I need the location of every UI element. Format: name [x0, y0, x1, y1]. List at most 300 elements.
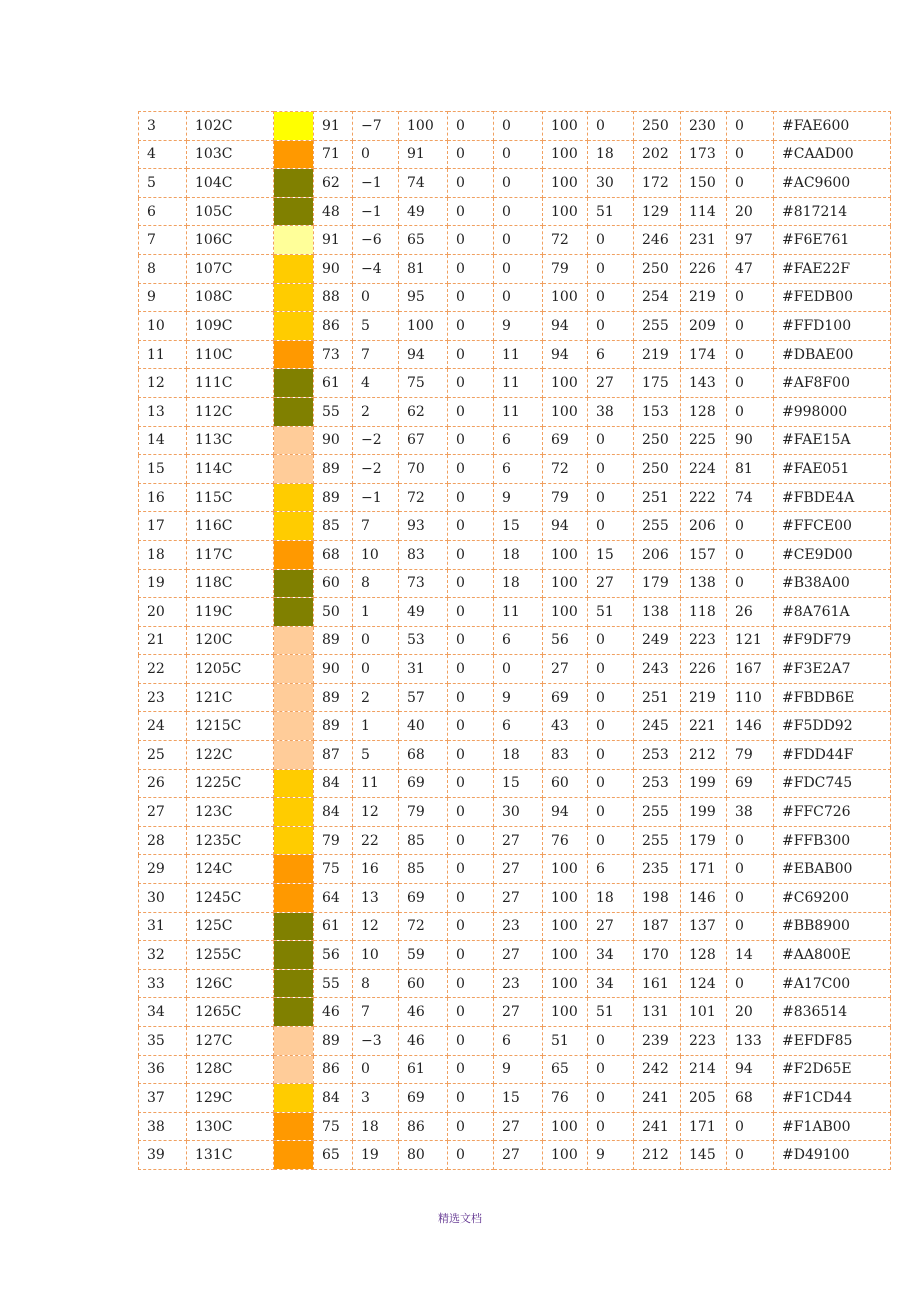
table-row [139, 626, 891, 655]
hex-code-cell: #EBAB00 [774, 855, 891, 884]
hex-code-cell: #FAE22F [774, 254, 891, 283]
hex-code-cell: #FAE051 [774, 455, 891, 484]
color-swatch-cell [274, 1055, 314, 1084]
lab-a-cell: −7 [353, 112, 399, 141]
hex-code-cell: #F1CD44 [774, 1084, 891, 1113]
cmyk-m-cell: 15 [494, 512, 543, 541]
lab-l-cell: 91 [314, 112, 353, 141]
rgb-r-cell: 249 [634, 626, 681, 655]
color-swatch-cell [274, 1084, 314, 1113]
cmyk-c-cell: 0 [448, 598, 494, 627]
cmyk-m-cell: 27 [494, 855, 543, 884]
table-row [139, 312, 891, 341]
cmyk-m-cell: 6 [494, 455, 543, 484]
hex-code-cell: #FDC745 [774, 769, 891, 798]
cmyk-m-cell: 6 [494, 626, 543, 655]
cmyk-y-cell: 100 [543, 540, 588, 569]
row-number-cell: 9 [139, 283, 187, 312]
rgb-r-cell: 187 [634, 912, 681, 941]
cmyk-y-cell: 100 [543, 140, 588, 169]
lab-a-cell: 7 [353, 340, 399, 369]
table-row [139, 226, 891, 255]
table-row [139, 741, 891, 770]
color-swatch-cell [274, 112, 314, 141]
cmyk-k-cell: 0 [588, 1027, 634, 1056]
table-row [139, 598, 891, 627]
lab-b-cell: 69 [399, 769, 448, 798]
table-row [139, 826, 891, 855]
lab-l-cell: 73 [314, 340, 353, 369]
lab-b-cell: 100 [399, 112, 448, 141]
lab-b-cell: 31 [399, 655, 448, 684]
rgb-b-cell: 47 [727, 254, 774, 283]
lab-l-cell: 86 [314, 1055, 353, 1084]
rgb-r-cell: 246 [634, 226, 681, 255]
lab-a-cell: 11 [353, 769, 399, 798]
lab-l-cell: 89 [314, 712, 353, 741]
hex-code-cell: #FBDE4A [774, 483, 891, 512]
rgb-g-cell: 226 [681, 254, 727, 283]
pantone-code-cell: 129C [187, 1084, 274, 1113]
cmyk-m-cell: 23 [494, 912, 543, 941]
cmyk-c-cell: 0 [448, 1084, 494, 1113]
cmyk-m-cell: 6 [494, 1027, 543, 1056]
color-swatch-cell [274, 455, 314, 484]
row-number-cell: 11 [139, 340, 187, 369]
rgb-b-cell: 0 [727, 855, 774, 884]
cmyk-y-cell: 100 [543, 169, 588, 198]
rgb-g-cell: 128 [681, 397, 727, 426]
rgb-r-cell: 243 [634, 655, 681, 684]
row-number-cell: 38 [139, 1112, 187, 1141]
lab-a-cell: −1 [353, 197, 399, 226]
row-number-cell: 26 [139, 769, 187, 798]
lab-b-cell: 80 [399, 1141, 448, 1170]
rgb-b-cell: 90 [727, 426, 774, 455]
lab-b-cell: 94 [399, 340, 448, 369]
rgb-g-cell: 124 [681, 969, 727, 998]
table-row [139, 169, 891, 198]
cmyk-y-cell: 72 [543, 226, 588, 255]
row-number-cell: 15 [139, 455, 187, 484]
rgb-b-cell: 0 [727, 540, 774, 569]
lab-b-cell: 69 [399, 884, 448, 913]
row-number-cell: 14 [139, 426, 187, 455]
lab-l-cell: 84 [314, 1084, 353, 1113]
rgb-b-cell: 74 [727, 483, 774, 512]
rgb-r-cell: 172 [634, 169, 681, 198]
lab-b-cell: 93 [399, 512, 448, 541]
cmyk-m-cell: 27 [494, 826, 543, 855]
row-number-cell: 21 [139, 626, 187, 655]
rgb-r-cell: 250 [634, 112, 681, 141]
cmyk-c-cell: 0 [448, 741, 494, 770]
cmyk-k-cell: 0 [588, 626, 634, 655]
cmyk-m-cell: 0 [494, 226, 543, 255]
color-swatch-cell [274, 884, 314, 913]
color-swatch-cell [274, 626, 314, 655]
rgb-g-cell: 221 [681, 712, 727, 741]
row-number-cell: 13 [139, 397, 187, 426]
lab-a-cell: 10 [353, 941, 399, 970]
row-number-cell: 17 [139, 512, 187, 541]
cmyk-y-cell: 72 [543, 455, 588, 484]
color-swatch-cell [274, 569, 314, 598]
cmyk-k-cell: 18 [588, 140, 634, 169]
row-number-cell: 23 [139, 683, 187, 712]
table-row [139, 969, 891, 998]
row-number-cell: 29 [139, 855, 187, 884]
rgb-g-cell: 137 [681, 912, 727, 941]
lab-l-cell: 55 [314, 397, 353, 426]
rgb-g-cell: 209 [681, 312, 727, 341]
row-number-cell: 22 [139, 655, 187, 684]
lab-b-cell: 46 [399, 1027, 448, 1056]
lab-b-cell: 62 [399, 397, 448, 426]
cmyk-c-cell: 0 [448, 226, 494, 255]
hex-code-cell: #F5DD92 [774, 712, 891, 741]
lab-a-cell: −1 [353, 169, 399, 198]
cmyk-c-cell: 0 [448, 1141, 494, 1170]
table-row [139, 340, 891, 369]
cmyk-c-cell: 0 [448, 626, 494, 655]
lab-l-cell: 84 [314, 769, 353, 798]
cmyk-c-cell: 0 [448, 683, 494, 712]
pantone-color-table [138, 111, 891, 1170]
cmyk-c-cell: 0 [448, 769, 494, 798]
rgb-b-cell: 94 [727, 1055, 774, 1084]
rgb-g-cell: 150 [681, 169, 727, 198]
cmyk-k-cell: 34 [588, 941, 634, 970]
rgb-g-cell: 223 [681, 626, 727, 655]
cmyk-m-cell: 11 [494, 397, 543, 426]
rgb-r-cell: 131 [634, 998, 681, 1027]
cmyk-y-cell: 56 [543, 626, 588, 655]
rgb-g-cell: 174 [681, 340, 727, 369]
lab-l-cell: 90 [314, 254, 353, 283]
color-swatch-cell [274, 340, 314, 369]
rgb-g-cell: 171 [681, 855, 727, 884]
pantone-code-cell: 124C [187, 855, 274, 884]
row-number-cell: 31 [139, 912, 187, 941]
rgb-b-cell: 0 [727, 569, 774, 598]
rgb-b-cell: 0 [727, 340, 774, 369]
lab-b-cell: 69 [399, 1084, 448, 1113]
cmyk-c-cell: 0 [448, 369, 494, 398]
table-row [139, 683, 891, 712]
table-row [139, 455, 891, 484]
cmyk-m-cell: 0 [494, 283, 543, 312]
lab-a-cell: 12 [353, 798, 399, 827]
lab-a-cell: −1 [353, 483, 399, 512]
lab-l-cell: 90 [314, 426, 353, 455]
rgb-b-cell: 20 [727, 197, 774, 226]
rgb-b-cell: 0 [727, 826, 774, 855]
rgb-g-cell: 145 [681, 1141, 727, 1170]
rgb-b-cell: 0 [727, 397, 774, 426]
row-number-cell: 6 [139, 197, 187, 226]
row-number-cell: 18 [139, 540, 187, 569]
cmyk-k-cell: 0 [588, 112, 634, 141]
rgb-r-cell: 250 [634, 426, 681, 455]
pantone-code-cell: 1245C [187, 884, 274, 913]
lab-b-cell: 85 [399, 826, 448, 855]
rgb-g-cell: 219 [681, 683, 727, 712]
rgb-b-cell: 0 [727, 169, 774, 198]
cmyk-k-cell: 0 [588, 283, 634, 312]
cmyk-y-cell: 100 [543, 283, 588, 312]
pantone-code-cell: 121C [187, 683, 274, 712]
cmyk-c-cell: 0 [448, 483, 494, 512]
rgb-g-cell: 230 [681, 112, 727, 141]
lab-a-cell: 2 [353, 683, 399, 712]
hex-code-cell: #F9DF79 [774, 626, 891, 655]
cmyk-m-cell: 11 [494, 340, 543, 369]
pantone-code-cell: 109C [187, 312, 274, 341]
color-swatch-cell [274, 798, 314, 827]
lab-l-cell: 91 [314, 226, 353, 255]
hex-code-cell: #C69200 [774, 884, 891, 913]
cmyk-y-cell: 76 [543, 826, 588, 855]
cmyk-y-cell: 100 [543, 569, 588, 598]
lab-l-cell: 87 [314, 741, 353, 770]
cmyk-y-cell: 79 [543, 254, 588, 283]
cmyk-c-cell: 0 [448, 426, 494, 455]
lab-l-cell: 61 [314, 912, 353, 941]
row-number-cell: 36 [139, 1055, 187, 1084]
cmyk-y-cell: 100 [543, 941, 588, 970]
rgb-r-cell: 235 [634, 855, 681, 884]
row-number-cell: 3 [139, 112, 187, 141]
row-number-cell: 30 [139, 884, 187, 913]
pantone-code-cell: 125C [187, 912, 274, 941]
rgb-b-cell: 110 [727, 683, 774, 712]
color-swatch-cell [274, 254, 314, 283]
rgb-r-cell: 212 [634, 1141, 681, 1170]
cmyk-y-cell: 43 [543, 712, 588, 741]
hex-code-cell: #EFDF85 [774, 1027, 891, 1056]
cmyk-c-cell: 0 [448, 1112, 494, 1141]
rgb-b-cell: 0 [727, 369, 774, 398]
table-row [139, 1112, 891, 1141]
cmyk-m-cell: 9 [494, 483, 543, 512]
lab-b-cell: 60 [399, 969, 448, 998]
color-swatch-cell [274, 655, 314, 684]
color-swatch-cell [274, 140, 314, 169]
cmyk-c-cell: 0 [448, 969, 494, 998]
color-swatch-cell [274, 998, 314, 1027]
rgb-g-cell: 224 [681, 455, 727, 484]
cmyk-k-cell: 0 [588, 512, 634, 541]
hex-code-cell: #AC9600 [774, 169, 891, 198]
lab-l-cell: 89 [314, 683, 353, 712]
cmyk-y-cell: 100 [543, 969, 588, 998]
color-swatch-cell [274, 512, 314, 541]
cmyk-k-cell: 0 [588, 655, 634, 684]
lab-a-cell: −6 [353, 226, 399, 255]
rgb-r-cell: 198 [634, 884, 681, 913]
color-swatch-cell [274, 741, 314, 770]
cmyk-k-cell: 0 [588, 426, 634, 455]
hex-code-cell: #AF8F00 [774, 369, 891, 398]
cmyk-y-cell: 69 [543, 683, 588, 712]
cmyk-m-cell: 6 [494, 426, 543, 455]
color-swatch-cell [274, 1141, 314, 1170]
hex-code-cell: #BB8900 [774, 912, 891, 941]
hex-code-cell: #836514 [774, 998, 891, 1027]
pantone-code-cell: 112C [187, 397, 274, 426]
cmyk-c-cell: 0 [448, 140, 494, 169]
pantone-code-cell: 102C [187, 112, 274, 141]
lab-b-cell: 86 [399, 1112, 448, 1141]
rgb-g-cell: 212 [681, 741, 727, 770]
cmyk-c-cell: 0 [448, 884, 494, 913]
hex-code-cell: #FBDB6E [774, 683, 891, 712]
row-number-cell: 16 [139, 483, 187, 512]
rgb-r-cell: 242 [634, 1055, 681, 1084]
cmyk-c-cell: 0 [448, 455, 494, 484]
hex-code-cell: #D49100 [774, 1141, 891, 1170]
rgb-r-cell: 255 [634, 312, 681, 341]
hex-code-cell: #F6E761 [774, 226, 891, 255]
rgb-r-cell: 241 [634, 1084, 681, 1113]
lab-l-cell: 46 [314, 998, 353, 1027]
rgb-g-cell: 223 [681, 1027, 727, 1056]
table-row [139, 254, 891, 283]
color-swatch-cell [274, 1112, 314, 1141]
table-row [139, 712, 891, 741]
hex-code-cell: #FAE600 [774, 112, 891, 141]
rgb-r-cell: 253 [634, 769, 681, 798]
row-number-cell: 27 [139, 798, 187, 827]
pantone-code-cell: 113C [187, 426, 274, 455]
cmyk-m-cell: 0 [494, 197, 543, 226]
cmyk-c-cell: 0 [448, 569, 494, 598]
hex-code-cell: #A17C00 [774, 969, 891, 998]
rgb-g-cell: 225 [681, 426, 727, 455]
lab-b-cell: 46 [399, 998, 448, 1027]
rgb-b-cell: 133 [727, 1027, 774, 1056]
table-row [139, 197, 891, 226]
cmyk-k-cell: 0 [588, 826, 634, 855]
lab-a-cell: 7 [353, 998, 399, 1027]
row-number-cell: 25 [139, 741, 187, 770]
cmyk-y-cell: 94 [543, 512, 588, 541]
cmyk-k-cell: 38 [588, 397, 634, 426]
lab-l-cell: 89 [314, 626, 353, 655]
lab-a-cell: 5 [353, 312, 399, 341]
lab-l-cell: 61 [314, 369, 353, 398]
rgb-g-cell: 138 [681, 569, 727, 598]
pantone-code-cell: 123C [187, 798, 274, 827]
rgb-b-cell: 0 [727, 884, 774, 913]
rgb-b-cell: 97 [727, 226, 774, 255]
lab-l-cell: 75 [314, 855, 353, 884]
table-row [139, 769, 891, 798]
row-number-cell: 33 [139, 969, 187, 998]
lab-a-cell: 5 [353, 741, 399, 770]
pantone-code-cell: 105C [187, 197, 274, 226]
pantone-code-cell: 115C [187, 483, 274, 512]
cmyk-k-cell: 51 [588, 998, 634, 1027]
cmyk-y-cell: 51 [543, 1027, 588, 1056]
cmyk-k-cell: 0 [588, 683, 634, 712]
lab-a-cell: 2 [353, 397, 399, 426]
lab-a-cell: 3 [353, 1084, 399, 1113]
cmyk-m-cell: 11 [494, 598, 543, 627]
lab-a-cell: −2 [353, 455, 399, 484]
lab-l-cell: 64 [314, 884, 353, 913]
pantone-code-cell: 130C [187, 1112, 274, 1141]
cmyk-k-cell: 34 [588, 969, 634, 998]
cmyk-y-cell: 83 [543, 741, 588, 770]
lab-l-cell: 90 [314, 655, 353, 684]
pantone-code-cell: 117C [187, 540, 274, 569]
hex-code-cell: #FFC726 [774, 798, 891, 827]
cmyk-k-cell: 18 [588, 884, 634, 913]
rgb-b-cell: 20 [727, 998, 774, 1027]
cmyk-m-cell: 27 [494, 998, 543, 1027]
hex-code-cell: #817214 [774, 197, 891, 226]
rgb-r-cell: 250 [634, 455, 681, 484]
rgb-r-cell: 255 [634, 512, 681, 541]
lab-a-cell: 8 [353, 569, 399, 598]
lab-l-cell: 65 [314, 1141, 353, 1170]
rgb-b-cell: 79 [727, 741, 774, 770]
lab-b-cell: 79 [399, 798, 448, 827]
rgb-b-cell: 0 [727, 283, 774, 312]
row-number-cell: 34 [139, 998, 187, 1027]
table-row [139, 140, 891, 169]
hex-code-cell: #FFB300 [774, 826, 891, 855]
rgb-r-cell: 219 [634, 340, 681, 369]
hex-code-cell: #F1AB00 [774, 1112, 891, 1141]
lab-b-cell: 72 [399, 912, 448, 941]
cmyk-m-cell: 9 [494, 312, 543, 341]
cmyk-y-cell: 94 [543, 798, 588, 827]
hex-code-cell: #FDD44F [774, 741, 891, 770]
cmyk-c-cell: 0 [448, 855, 494, 884]
pantone-code-cell: 1225C [187, 769, 274, 798]
row-number-cell: 35 [139, 1027, 187, 1056]
rgb-b-cell: 146 [727, 712, 774, 741]
table-body [139, 112, 891, 1170]
cmyk-y-cell: 94 [543, 340, 588, 369]
color-swatch-cell [274, 912, 314, 941]
lab-b-cell: 59 [399, 941, 448, 970]
lab-b-cell: 75 [399, 369, 448, 398]
lab-l-cell: 75 [314, 1112, 353, 1141]
rgb-g-cell: 199 [681, 798, 727, 827]
cmyk-k-cell: 15 [588, 540, 634, 569]
lab-a-cell: −2 [353, 426, 399, 455]
lab-l-cell: 68 [314, 540, 353, 569]
cmyk-y-cell: 100 [543, 397, 588, 426]
cmyk-k-cell: 0 [588, 455, 634, 484]
row-number-cell: 5 [139, 169, 187, 198]
cmyk-c-cell: 0 [448, 254, 494, 283]
hex-code-cell: #F3E2A7 [774, 655, 891, 684]
hex-code-cell: #DBAE00 [774, 340, 891, 369]
color-swatch-cell [274, 397, 314, 426]
cmyk-y-cell: 60 [543, 769, 588, 798]
lab-a-cell: 22 [353, 826, 399, 855]
row-number-cell: 39 [139, 1141, 187, 1170]
rgb-r-cell: 206 [634, 540, 681, 569]
table-row [139, 397, 891, 426]
table-row [139, 1027, 891, 1056]
cmyk-m-cell: 27 [494, 884, 543, 913]
